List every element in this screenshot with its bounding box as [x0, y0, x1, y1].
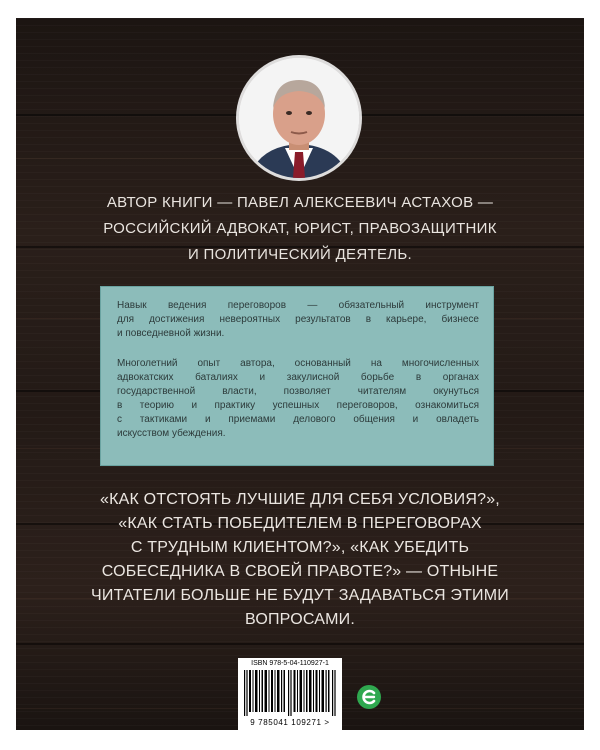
desc-p1-line-2: для достижения невероятных результатов в карьере, бизнесе — [117, 314, 479, 325]
description-box — [100, 286, 494, 466]
author-line-3: И ПОЛИТИЧЕСКИЙ ДЕЯТЕЛЬ. — [187, 246, 413, 263]
description-paragraph-1 — [117, 299, 479, 341]
ean-number: 9 785041 109271 > — [250, 718, 330, 727]
desc-p1-line-3: и повседневной жизни. — [117, 328, 225, 339]
desc-p2-line-6: искусством убеждения. — [117, 428, 226, 439]
author-bio — [46, 190, 554, 268]
barcode-bars-icon — [244, 670, 336, 716]
desc-p2-line-5: с тактиками и приемами делового общения и овладеть — [117, 414, 479, 425]
quote-line-3: С ТРУДНЫМ КЛИЕНТОМ?», «КАК УБЕДИТЬ — [130, 539, 470, 556]
desc-p2-line-2: адвокатских баталиях и закулисной борьбе в органах — [117, 372, 479, 383]
quote-line-2: «КАК СТАТЬ ПОБЕДИТЕЛЕМ В ПЕРЕГОВОРАХ — [118, 515, 482, 532]
quote-line-5: ЧИТАТЕЛИ БОЛЬШЕ НЕ БУДУТ ЗАДАВАТЬСЯ ЭТИМИ — [91, 587, 509, 604]
author-photo — [239, 58, 359, 178]
desc-p2-line-1: Многолетний опыт автора, основанный на многочисленных — [117, 358, 479, 369]
quote-line-1: «КАК ОТСТОЯТЬ ЛУЧШИЕ ДЛЯ СЕБЯ УСЛОВИЯ?», — [100, 491, 500, 508]
quote-line-6: ВОПРОСАМИ. — [245, 611, 355, 628]
desc-p2-line-4: в теорию и практику успешных переговоров, ознакомиться — [117, 400, 479, 411]
desc-p1-line-1: Навык ведения переговоров — обязательный инструмент — [117, 300, 479, 311]
author-portrait-icon — [239, 58, 359, 178]
desc-p2-line-3: государственной власти, позволяет читателям окунуться — [117, 386, 479, 397]
book-back-cover — [16, 18, 584, 730]
description-paragraph-2 — [117, 357, 479, 441]
quote-block — [36, 488, 564, 632]
quote-line-4: СОБЕСЕДНИКА В СВОЕЙ ПРАВОТЕ?» — ОТНЫНЕ — [101, 563, 499, 580]
publisher-logo-icon — [356, 684, 382, 710]
author-line-2: РОССИЙСКИЙ АДВОКАТ, ЮРИСТ, ПРАВОЗАЩИТНИК — [103, 220, 497, 237]
isbn-label: ISBN 978-5-04-110927-1 — [251, 660, 329, 667]
barcode — [238, 658, 342, 730]
author-line-1: АВТОР КНИГИ — ПАВЕЛ АЛЕКСЕЕВИЧ АСТАХОВ — — [106, 194, 494, 211]
